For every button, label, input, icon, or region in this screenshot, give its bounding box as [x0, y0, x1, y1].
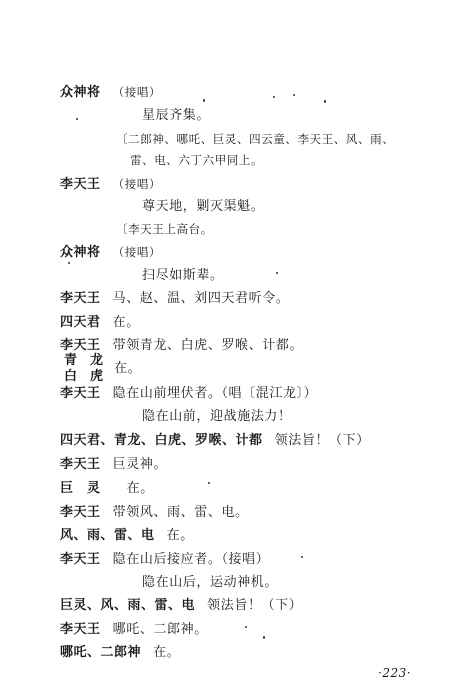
script-line	[60, 244, 161, 261]
script-line	[60, 528, 194, 544]
speaker-name: 巨灵、风、雨、雷、电	[60, 598, 196, 613]
script-line	[60, 433, 370, 449]
speaker-name: 众神将	[60, 245, 101, 260]
script-line	[60, 84, 161, 101]
speaker-name: 李天王	[60, 622, 101, 637]
speaker-name: 李天王	[60, 552, 101, 567]
script-line	[60, 552, 269, 568]
dialogue-text: 在。	[112, 315, 140, 330]
scan-speck	[276, 272, 278, 274]
dialogue-text: 巨灵神。	[112, 457, 168, 472]
dialogue-text: 隐在山后接应者。（接唱）	[112, 552, 270, 567]
speaker-name: 李天王	[60, 177, 101, 192]
speaker-name: 李天王	[60, 505, 101, 520]
stacked-speakers	[64, 353, 103, 385]
scan-speck	[68, 262, 70, 264]
speaker-name: 白 虎	[64, 369, 104, 384]
scan-speck	[301, 556, 303, 558]
stage-note: （接唱）	[112, 177, 162, 191]
scan-speck	[263, 636, 265, 639]
scan-speck	[203, 99, 205, 102]
script-line	[60, 457, 167, 473]
script-line	[60, 338, 303, 354]
dialogue-text: 在。	[126, 481, 154, 496]
dialogue-text: 领法旨！（下）	[274, 433, 370, 448]
stage-direction: 〔二郎神、哪吒、巨灵、四云童、李天王、风、雨、	[116, 132, 395, 146]
stage-note: （接唱）	[112, 245, 162, 259]
dialogue-text: 带领风、雨、雷、电。	[112, 505, 249, 520]
speaker-name: 李天王	[60, 386, 101, 401]
scan-speck	[273, 96, 275, 98]
speaker-name: 哪吒、二郎神	[60, 645, 142, 660]
script-line	[60, 386, 317, 402]
script-line	[60, 481, 154, 497]
speaker-name: 李天王	[60, 338, 101, 353]
page-number: ·223·	[378, 666, 412, 680]
stage-note: （接唱）	[112, 85, 162, 99]
speaker-name: 李天王	[60, 291, 101, 306]
script-line	[60, 598, 302, 614]
script-line	[60, 176, 161, 193]
dialogue-text: 带领青龙、白虎、罗喉、计都。	[112, 338, 304, 353]
lyric-line: 星辰齐集。	[142, 108, 211, 123]
script-line	[60, 645, 180, 661]
speaker-name: 四天君	[60, 315, 101, 330]
dialogue-text: 在。	[166, 528, 194, 543]
dialogue-text: 领法旨！（下）	[207, 598, 303, 613]
script-line	[60, 291, 289, 307]
dialogue-text: 隐在山前埋伏者。（唱〔混江龙〕）	[112, 386, 318, 401]
lyric-line: 隐在山前，迎战施法力！	[142, 409, 292, 424]
scan-speck	[293, 94, 295, 96]
scan-speck	[324, 100, 326, 103]
dialogue-text: 在。	[114, 361, 142, 376]
stage-direction: 〔李天王上高台。	[116, 222, 213, 236]
scan-speck	[208, 482, 210, 484]
script-line	[60, 622, 208, 638]
lyric-line: 扫尽如斯辈。	[142, 268, 224, 283]
lyric-line: 尊天地，剿灭渠魁。	[142, 199, 265, 214]
speaker-name: 李天王	[60, 457, 101, 472]
speaker-name: 巨 灵	[60, 481, 101, 496]
speaker-name: 四天君、青龙、白虎、罗喉、计都	[60, 433, 263, 448]
stage-direction: 雷、电、六丁六甲同上。	[130, 153, 264, 167]
script-line	[60, 505, 249, 521]
scan-speck	[245, 626, 247, 628]
lyric-line: 隐在山后，运动神机。	[142, 575, 279, 590]
scan-speck	[76, 118, 78, 120]
speaker-name: 风、雨、雷、电	[60, 528, 155, 543]
dialogue-text: 在。	[153, 645, 181, 660]
dialogue-text: 马、赵、温、刘四天君听令。	[112, 291, 290, 306]
speaker-name: 青 龙	[64, 353, 104, 368]
script-line	[60, 315, 140, 331]
dialogue-text: 哪吒、二郎神。	[112, 622, 208, 637]
speaker-name: 众神将	[60, 85, 101, 100]
